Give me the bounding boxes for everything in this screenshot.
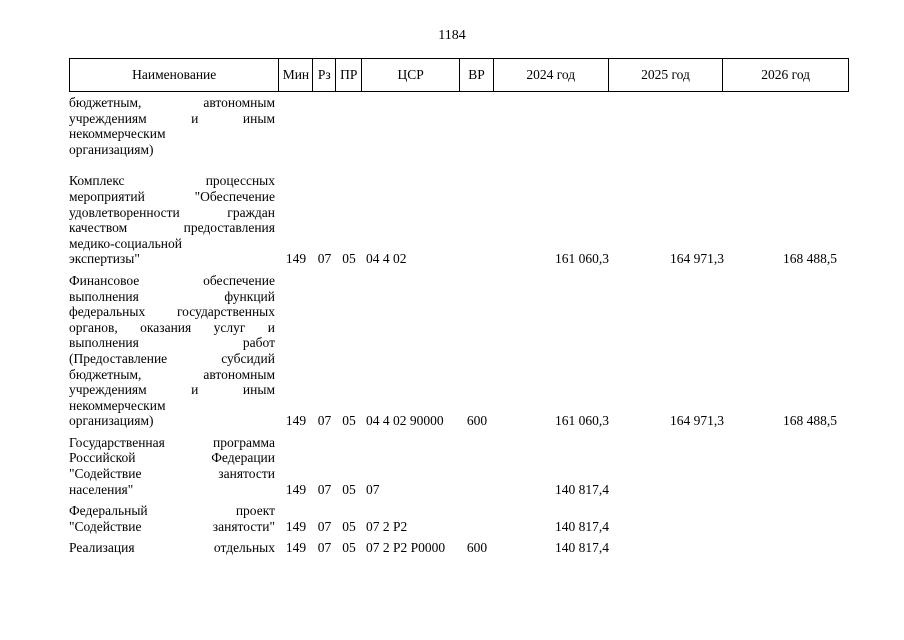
value-2024-cell: 140 817,4: [555, 540, 609, 556]
row-name: [69, 173, 279, 267]
row-name-line: Российской Федерации: [69, 450, 275, 466]
row-name-line: качеством предоставления: [69, 220, 275, 236]
csr-cell: 07 2 P2: [366, 518, 408, 534]
row-name-line: выполнения функций: [69, 288, 275, 304]
table-body: [69, 95, 849, 562]
header-name: Наименование: [70, 59, 279, 91]
header-2025: 2025 год: [609, 59, 724, 91]
row-name: [69, 95, 279, 157]
row-name: [69, 540, 279, 556]
csr-cell: 07: [366, 481, 380, 497]
min-cell: 149: [285, 518, 307, 534]
row-name-line: Комплекс процессных: [69, 173, 275, 189]
min-cell: 149: [285, 251, 307, 267]
row-name-line: мероприятий "Обеспечение: [69, 188, 275, 204]
header-rz: Рз: [313, 59, 336, 91]
rz-cell: 07: [317, 481, 332, 497]
table-row: [69, 503, 849, 534]
row-name-line: бюджетным, автономным: [69, 366, 275, 382]
row-name-line: некоммерческим: [69, 397, 166, 413]
row-name-line: выполнения работ: [69, 335, 275, 351]
row-name-line: удовлетворенности граждан: [69, 204, 275, 220]
pr-cell: 05: [342, 413, 356, 429]
value-2024-cell: 161 060,3: [555, 251, 609, 267]
min-cell: 149: [285, 413, 307, 429]
row-name-line: (Предоставление субсидий: [69, 350, 275, 366]
row-name-line: Федеральный проект: [69, 503, 275, 519]
rz-cell: 07: [317, 518, 332, 534]
value-2024-cell: 161 060,3: [555, 413, 609, 429]
vr-cell: 600: [466, 540, 488, 556]
value-2026-cell: 168 488,5: [783, 251, 837, 267]
row-name: [69, 273, 279, 429]
header-2026: 2026 год: [761, 67, 811, 82]
vr-cell: 600: [466, 413, 488, 429]
value-2024-cell: 140 817,4: [555, 518, 609, 534]
header-csr: ЦСР: [362, 59, 460, 91]
row-name-line: экспертизы": [69, 251, 140, 267]
rz-cell: 07: [317, 540, 332, 556]
row-name: [69, 435, 279, 497]
row-name-line: органов, оказания услуг и: [69, 319, 275, 335]
table-row: [69, 173, 849, 267]
min-cell: 149: [285, 481, 307, 497]
value-2025-cell: 164 971,3: [670, 251, 724, 267]
row-name: [69, 503, 279, 534]
row-name-line: организациям): [69, 141, 154, 157]
min-cell: 149: [285, 540, 307, 556]
rz-cell: 07: [317, 251, 332, 267]
csr-cell: 04 4 02: [366, 251, 407, 267]
csr-cell: 04 4 02 90000: [366, 413, 444, 429]
table-row: [69, 273, 849, 429]
row-name-line: бюджетным, автономным: [69, 95, 275, 110]
pr-cell: 05: [342, 251, 356, 267]
row-name-line: организациям): [69, 413, 154, 429]
pr-cell: 05: [342, 481, 356, 497]
row-name-line: Государственная программа: [69, 434, 275, 450]
row-name-line: учреждениям и иным: [69, 382, 275, 398]
page-number: 1184: [438, 28, 466, 43]
table-row: [69, 95, 849, 157]
table-row: [69, 540, 849, 556]
row-name-line: Финансовое обеспечение: [69, 272, 275, 288]
pr-cell: 05: [342, 518, 356, 534]
csr-cell: 07 2 P2 P0000: [366, 540, 446, 556]
value-2025-cell: 164 971,3: [670, 413, 724, 429]
header-2024: 2024 год: [494, 59, 609, 91]
pr-cell: 05: [342, 540, 356, 556]
row-name-line: Реализация отдельных: [69, 540, 275, 556]
header-vr: ВР: [460, 59, 494, 91]
row-name-line: населения": [69, 481, 134, 497]
row-name-line: учреждениям и иным: [69, 110, 275, 126]
row-name-line: некоммерческим: [69, 126, 166, 142]
row-name-line: медико-социальной: [69, 235, 182, 251]
header-min: Мин: [279, 59, 313, 91]
header-pr: ПР: [336, 59, 362, 91]
value-2026-cell: 168 488,5: [783, 413, 837, 429]
row-name-line: федеральных государственных: [69, 304, 275, 320]
row-name-line: "Содействие занятости: [69, 466, 275, 482]
rz-cell: 07: [317, 413, 332, 429]
value-2024-cell: 140 817,4: [555, 481, 609, 497]
table-row: [69, 435, 849, 497]
row-name-line: "Содействие занятости": [69, 518, 275, 534]
table-header: [69, 58, 849, 92]
